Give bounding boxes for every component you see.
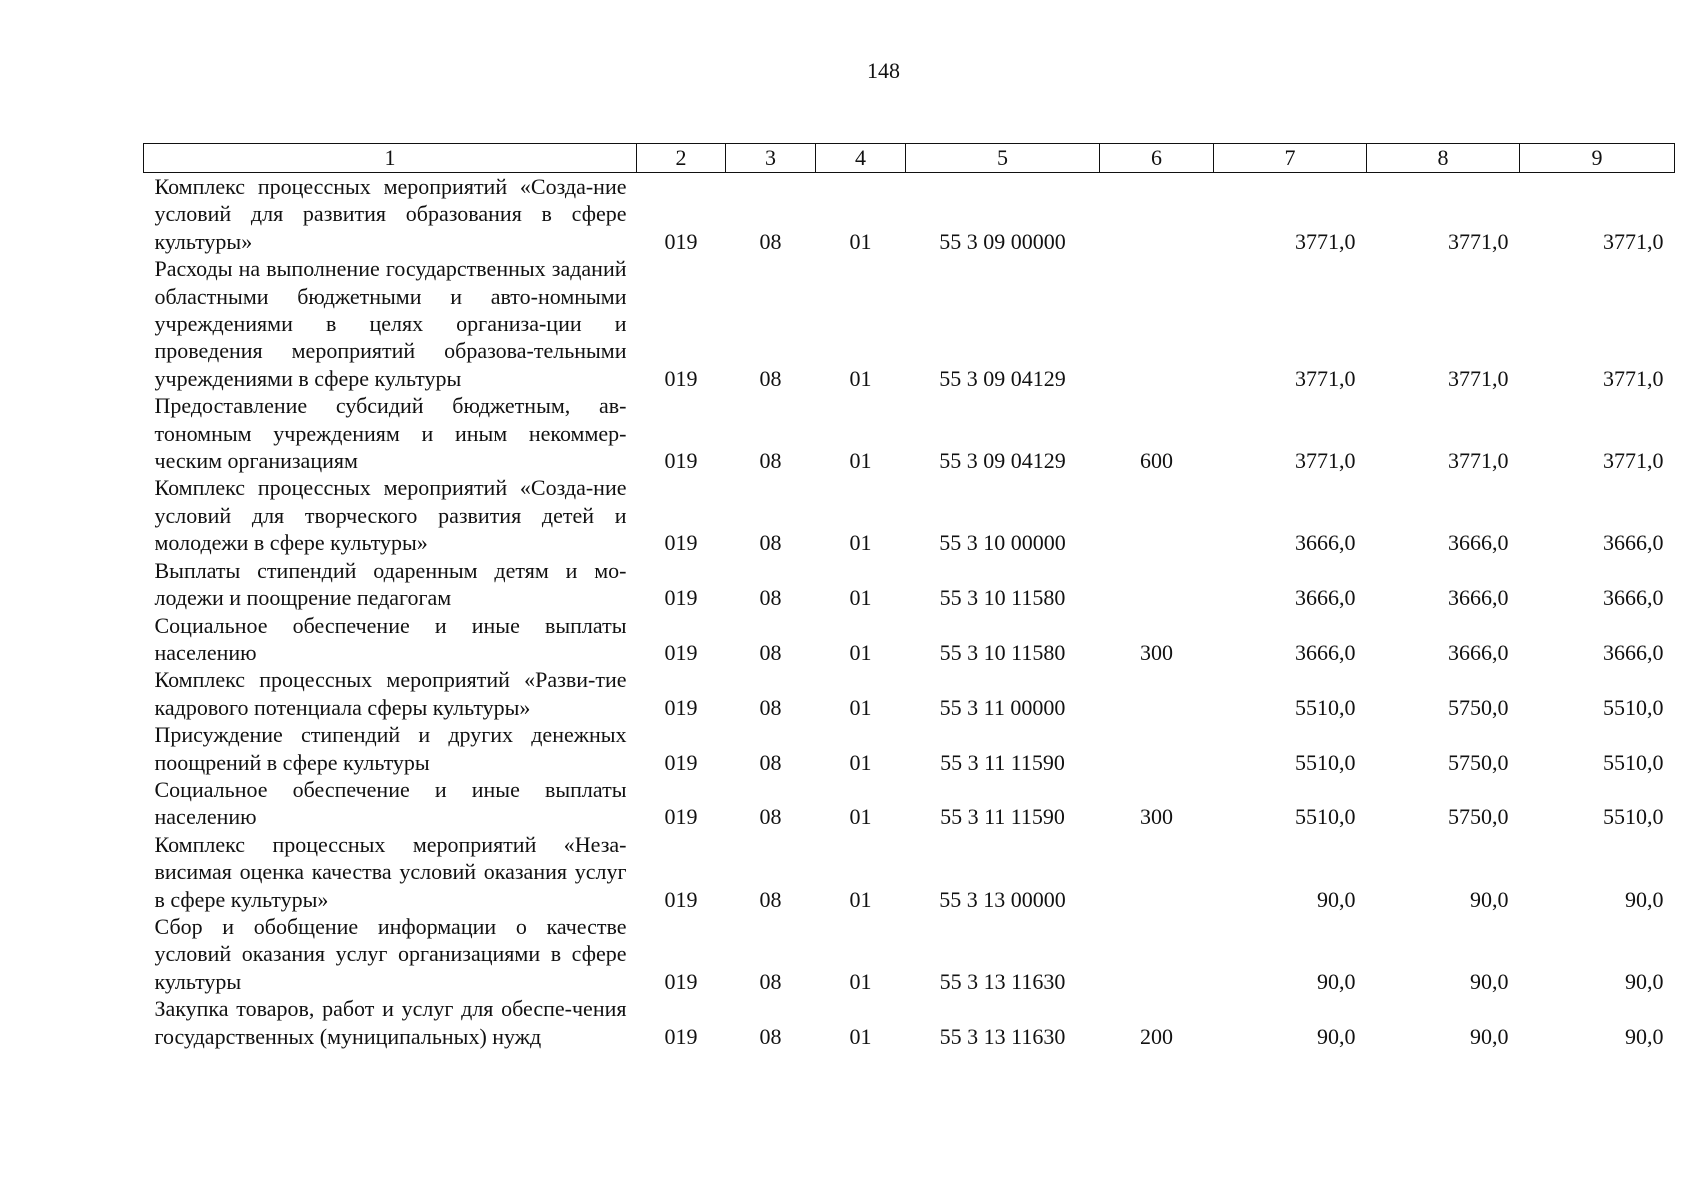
row-expense-type xyxy=(1100,474,1214,556)
row-target-article: 55 3 11 11590 xyxy=(940,804,1065,830)
row-subsection-code: 01 xyxy=(849,448,872,474)
row-section-code: 08 xyxy=(759,694,782,720)
row-name: Закупка товаров, работ и услуг для обеспе-чения государственных (муниципальных) нужд xyxy=(154,996,627,1049)
row-ministry-code: 019 xyxy=(664,639,698,665)
row-subsection-code: 01 xyxy=(849,365,872,391)
page-number: 148 xyxy=(867,58,900,83)
row-subsection-code: 01 xyxy=(849,968,872,994)
row-ministry-code: 019 xyxy=(664,694,698,720)
column-header-1: 1 xyxy=(144,144,637,173)
row-ministry-code: 019 xyxy=(664,228,698,254)
row-target-article: 55 3 13 00000 xyxy=(939,886,1066,912)
column-header-3: 3 xyxy=(726,144,816,173)
row-subsection-code: 01 xyxy=(849,585,872,611)
row-ministry-code: 019 xyxy=(664,804,698,830)
budget-table xyxy=(143,143,1675,1050)
row-subsection-code: 01 xyxy=(849,530,872,556)
row-subsection-code: 01 xyxy=(849,1023,872,1049)
row-ministry-code: 019 xyxy=(664,749,698,775)
row-subsection-code: 01 xyxy=(849,694,872,720)
row-name: Присуждение стипендий и других денежных поощрений в сфере культуры xyxy=(154,722,627,775)
row-amount-col9: 3771,0 xyxy=(1603,228,1664,254)
row-target-article: 55 3 09 04129 xyxy=(939,365,1066,391)
row-amount-col7: 5510,0 xyxy=(1295,694,1356,720)
table-row xyxy=(144,173,1675,256)
table-body xyxy=(144,173,1675,1051)
row-name: Комплекс процессных мероприятий «Разви-тие кадрового потенциала сферы культуры» xyxy=(154,667,627,720)
row-ministry-code: 019 xyxy=(664,1023,698,1049)
row-amount-col9: 90,0 xyxy=(1625,1023,1664,1049)
table-row xyxy=(144,255,1675,392)
row-amount-col8: 90,0 xyxy=(1470,1023,1509,1049)
row-section-code: 08 xyxy=(759,228,782,254)
row-name: Комплекс процессных мероприятий «Неза-висимая оценка качества условий оказания услуг в сфере культуры» xyxy=(154,831,627,912)
table-row xyxy=(144,995,1675,1050)
row-amount-col8: 5750,0 xyxy=(1448,694,1509,720)
row-amount-col7: 5510,0 xyxy=(1295,804,1356,830)
row-amount-col9: 3666,0 xyxy=(1603,530,1664,556)
row-subsection-code: 01 xyxy=(849,804,872,830)
row-section-code: 08 xyxy=(759,749,782,775)
row-target-article: 55 3 10 00000 xyxy=(939,530,1066,556)
row-amount-col9: 90,0 xyxy=(1625,886,1664,912)
table-row xyxy=(144,474,1675,556)
row-name: Выплаты стипендий одаренным детям и мо-лодежи и поощрение педагогам xyxy=(154,557,627,611)
row-name: Расходы на выполнение государственных заданий областными бюджетными и авто-номными учреждениями в целях организа-ции и проведения мероприятий образова-тельными учреждениями в сфере культуры xyxy=(154,256,627,391)
row-amount-col7: 3771,0 xyxy=(1295,448,1356,474)
row-expense-type: 200 xyxy=(1140,1023,1173,1049)
row-section-code: 08 xyxy=(759,448,782,474)
row-amount-col8: 3666,0 xyxy=(1448,530,1509,556)
row-target-article: 55 3 13 11630 xyxy=(939,968,1066,994)
table-row xyxy=(144,831,1675,913)
row-name: Сбор и обобщение информации о качестве условий оказания услуг организациями в сфере культуры xyxy=(154,913,627,994)
row-amount-col8: 3771,0 xyxy=(1448,448,1509,474)
row-section-code: 08 xyxy=(759,585,782,611)
row-ministry-code: 019 xyxy=(664,886,698,912)
table-row xyxy=(144,721,1675,776)
row-section-code: 08 xyxy=(759,639,782,665)
row-amount-col8: 3666,0 xyxy=(1448,639,1509,665)
row-amount-col9: 3771,0 xyxy=(1603,448,1664,474)
row-amount-col8: 3771,0 xyxy=(1448,365,1509,391)
row-amount-col9: 5510,0 xyxy=(1603,694,1664,720)
row-amount-col8: 3666,0 xyxy=(1448,585,1509,611)
row-target-article: 55 3 11 11590 xyxy=(940,749,1065,775)
row-subsection-code: 01 xyxy=(849,886,872,912)
row-section-code: 08 xyxy=(759,1023,782,1049)
row-expense-type xyxy=(1100,255,1214,392)
row-amount-col9: 90,0 xyxy=(1625,968,1664,994)
row-section-code: 08 xyxy=(759,968,782,994)
column-header-4: 4 xyxy=(816,144,906,173)
row-expense-type: 600 xyxy=(1140,448,1173,474)
row-amount-col7: 3666,0 xyxy=(1295,585,1356,611)
row-amount-col9: 5510,0 xyxy=(1603,749,1664,775)
row-subsection-code: 01 xyxy=(849,228,872,254)
row-amount-col7: 90,0 xyxy=(1317,968,1356,994)
column-header-9: 9 xyxy=(1520,144,1675,173)
row-amount-col7: 3666,0 xyxy=(1295,639,1356,665)
row-amount-col9: 3666,0 xyxy=(1603,585,1664,611)
header-row xyxy=(144,144,1675,173)
row-target-article: 55 3 13 11630 xyxy=(939,1023,1066,1049)
row-expense-type xyxy=(1100,557,1214,612)
row-name: Комплекс процессных мероприятий «Созда-ние условий для развития образования в сфере культуры» xyxy=(154,174,627,254)
row-amount-col9: 3771,0 xyxy=(1603,365,1664,391)
table-row xyxy=(144,557,1675,612)
row-amount-col7: 90,0 xyxy=(1317,886,1356,912)
column-header-2: 2 xyxy=(637,144,726,173)
row-expense-type: 300 xyxy=(1140,639,1173,665)
row-expense-type xyxy=(1100,913,1214,995)
column-header-6: 6 xyxy=(1100,144,1214,173)
row-ministry-code: 019 xyxy=(664,968,698,994)
row-amount-col9: 5510,0 xyxy=(1603,804,1664,830)
row-expense-type xyxy=(1100,721,1214,776)
row-section-code: 08 xyxy=(759,530,782,556)
row-amount-col8: 5750,0 xyxy=(1448,749,1509,775)
table-row xyxy=(144,776,1675,831)
row-ministry-code: 019 xyxy=(664,365,698,391)
row-amount-col8: 5750,0 xyxy=(1448,804,1509,830)
row-amount-col7: 3771,0 xyxy=(1295,228,1356,254)
column-header-7: 7 xyxy=(1214,144,1367,173)
table-row xyxy=(144,392,1675,474)
column-header-5: 5 xyxy=(906,144,1100,173)
row-expense-type xyxy=(1100,173,1214,256)
row-ministry-code: 019 xyxy=(664,585,698,611)
row-amount-col8: 90,0 xyxy=(1470,968,1509,994)
row-name: Социальное обеспечение и иные выплаты населению xyxy=(154,776,627,830)
row-name: Социальное обеспечение и иные выплаты населению xyxy=(154,612,627,665)
row-amount-col7: 5510,0 xyxy=(1295,749,1356,775)
row-amount-col9: 3666,0 xyxy=(1603,639,1664,665)
row-subsection-code: 01 xyxy=(849,749,872,775)
row-target-article: 55 3 10 11580 xyxy=(939,585,1066,611)
row-amount-col7: 90,0 xyxy=(1317,1023,1356,1049)
row-target-article: 55 3 09 04129 xyxy=(939,448,1066,474)
table-header xyxy=(144,144,1675,173)
row-name: Предоставление субсидий бюджетным, ав-тономным учреждениям и иным некоммер-ческим организациям xyxy=(154,393,627,474)
row-ministry-code: 019 xyxy=(664,530,698,556)
row-amount-col8: 3771,0 xyxy=(1448,228,1509,254)
row-target-article: 55 3 10 11580 xyxy=(939,639,1066,665)
row-target-article: 55 3 09 00000 xyxy=(939,228,1066,254)
row-section-code: 08 xyxy=(759,886,782,912)
row-target-article: 55 3 11 00000 xyxy=(939,694,1066,720)
row-expense-type: 300 xyxy=(1140,804,1173,830)
row-amount-col7: 3771,0 xyxy=(1295,365,1356,391)
row-section-code: 08 xyxy=(759,804,782,830)
column-header-8: 8 xyxy=(1367,144,1520,173)
table-row xyxy=(144,666,1675,721)
row-subsection-code: 01 xyxy=(849,639,872,665)
row-section-code: 08 xyxy=(759,365,782,391)
row-expense-type xyxy=(1100,831,1214,913)
row-name: Комплекс процессных мероприятий «Созда-ние условий для творческого развития детей и молодежи в сфере культуры» xyxy=(154,475,627,556)
row-expense-type xyxy=(1100,666,1214,721)
table-row xyxy=(144,913,1675,995)
row-amount-col8: 90,0 xyxy=(1470,886,1509,912)
row-ministry-code: 019 xyxy=(664,448,698,474)
row-amount-col7: 3666,0 xyxy=(1295,530,1356,556)
table-row xyxy=(144,612,1675,667)
